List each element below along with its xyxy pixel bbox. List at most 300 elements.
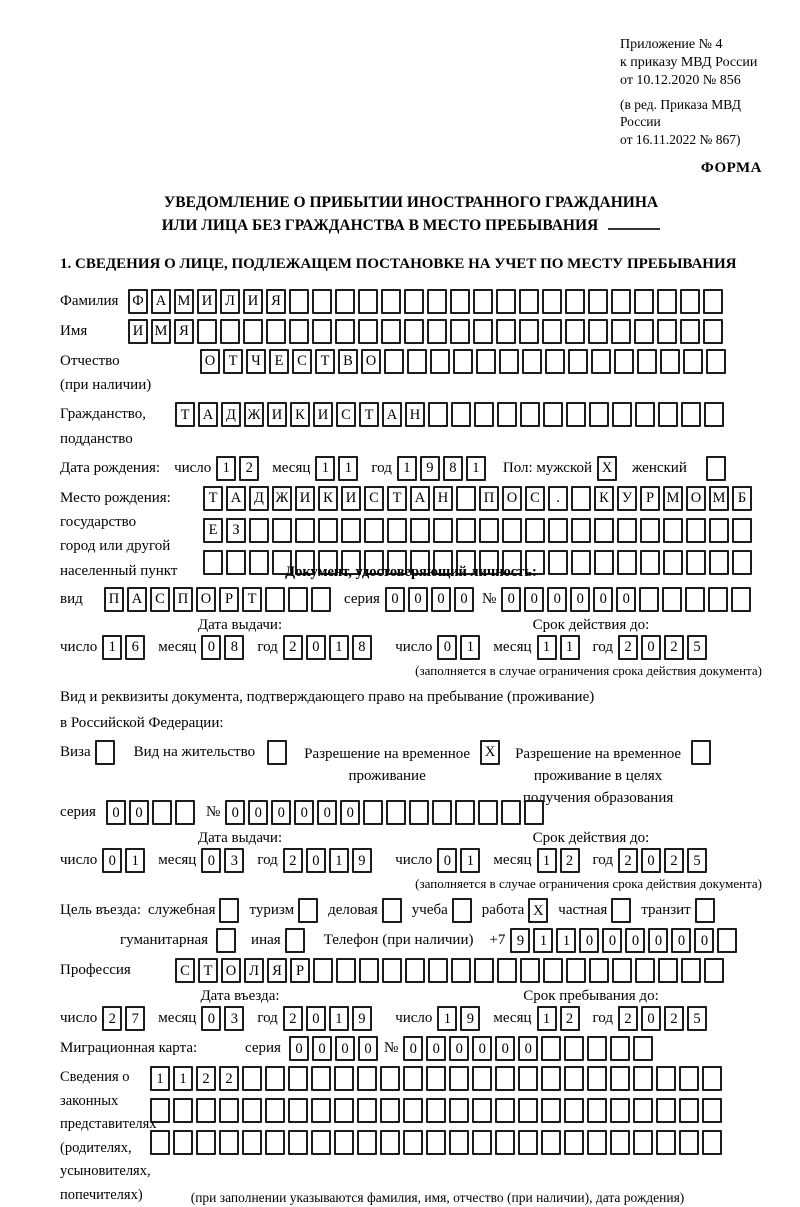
char-cell[interactable] <box>387 518 407 543</box>
char-cell[interactable]: Е <box>269 349 289 374</box>
char-cell[interactable] <box>663 518 683 543</box>
char-cell[interactable] <box>334 1066 354 1091</box>
char-cell[interactable]: 0 <box>225 800 245 825</box>
char-cell[interactable] <box>731 587 751 612</box>
char-cell[interactable] <box>311 1130 331 1155</box>
char-cell[interactable] <box>706 349 726 374</box>
char-cell[interactable]: Р <box>290 958 310 983</box>
char-cell[interactable]: 0 <box>671 928 691 953</box>
char-cell[interactable] <box>587 1066 607 1091</box>
char-cell[interactable]: 1 <box>150 1066 170 1091</box>
char-cell[interactable] <box>564 1036 584 1061</box>
char-cell[interactable] <box>472 1066 492 1091</box>
char-cell[interactable]: И <box>197 289 217 314</box>
checkbox-cell[interactable]: X <box>597 456 617 481</box>
char-cell[interactable] <box>660 349 680 374</box>
char-cell[interactable] <box>382 958 402 983</box>
char-cell[interactable] <box>426 1066 446 1091</box>
char-cell[interactable]: 0 <box>306 848 326 873</box>
char-cell[interactable] <box>520 402 540 427</box>
char-cell[interactable]: 9 <box>460 1006 480 1031</box>
char-cell[interactable] <box>633 1130 653 1155</box>
char-cell[interactable]: 1 <box>560 635 580 660</box>
char-cell[interactable] <box>495 1066 515 1091</box>
char-cell[interactable] <box>289 319 309 344</box>
char-cell[interactable] <box>610 1036 630 1061</box>
char-cell[interactable] <box>541 1036 561 1061</box>
char-cell[interactable] <box>242 1098 262 1123</box>
char-cell[interactable]: 1 <box>338 456 358 481</box>
char-cell[interactable] <box>541 1098 561 1123</box>
char-cell[interactable] <box>357 1066 377 1091</box>
char-cell[interactable] <box>656 1130 676 1155</box>
char-cell[interactable] <box>702 1130 722 1155</box>
char-cell[interactable] <box>407 349 427 374</box>
checkbox-cell[interactable] <box>95 740 115 765</box>
char-cell[interactable]: 1 <box>437 1006 457 1031</box>
char-cell[interactable] <box>657 319 677 344</box>
char-cell[interactable] <box>265 1098 285 1123</box>
char-cell[interactable] <box>635 402 655 427</box>
char-cell[interactable]: С <box>525 486 545 511</box>
checkbox-cell[interactable] <box>267 740 287 765</box>
char-cell[interactable] <box>680 319 700 344</box>
char-cell[interactable] <box>543 402 563 427</box>
char-cell[interactable] <box>732 550 752 575</box>
char-cell[interactable] <box>683 349 703 374</box>
char-cell[interactable]: 0 <box>294 800 314 825</box>
char-cell[interactable] <box>449 1066 469 1091</box>
char-cell[interactable] <box>381 319 401 344</box>
char-cell[interactable] <box>359 958 379 983</box>
char-cell[interactable]: 5 <box>687 848 707 873</box>
char-cell[interactable] <box>478 800 498 825</box>
char-cell[interactable]: 0 <box>431 587 451 612</box>
char-cell[interactable] <box>587 1036 607 1061</box>
char-cell[interactable] <box>686 550 706 575</box>
char-cell[interactable] <box>450 319 470 344</box>
char-cell[interactable] <box>474 402 494 427</box>
char-cell[interactable]: 0 <box>358 1036 378 1061</box>
char-cell[interactable] <box>542 319 562 344</box>
char-cell[interactable] <box>656 1098 676 1123</box>
char-cell[interactable] <box>476 349 496 374</box>
char-cell[interactable] <box>662 587 682 612</box>
char-cell[interactable] <box>318 518 338 543</box>
char-cell[interactable] <box>381 289 401 314</box>
char-cell[interactable] <box>525 518 545 543</box>
char-cell[interactable]: Т <box>359 402 379 427</box>
char-cell[interactable] <box>610 1130 630 1155</box>
char-cell[interactable]: 1 <box>315 456 335 481</box>
char-cell[interactable] <box>455 800 475 825</box>
char-cell[interactable]: 1 <box>329 635 349 660</box>
char-cell[interactable] <box>404 319 424 344</box>
char-cell[interactable]: 1 <box>329 848 349 873</box>
char-cell[interactable] <box>520 958 540 983</box>
char-cell[interactable]: И <box>295 486 315 511</box>
char-cell[interactable]: 1 <box>537 848 557 873</box>
checkbox-cell[interactable] <box>382 898 402 923</box>
char-cell[interactable] <box>175 800 195 825</box>
char-cell[interactable] <box>709 518 729 543</box>
char-cell[interactable] <box>679 1130 699 1155</box>
char-cell[interactable]: 3 <box>224 1006 244 1031</box>
char-cell[interactable] <box>634 289 654 314</box>
char-cell[interactable] <box>594 518 614 543</box>
char-cell[interactable]: А <box>382 402 402 427</box>
char-cell[interactable] <box>426 1098 446 1123</box>
char-cell[interactable] <box>640 550 660 575</box>
char-cell[interactable]: И <box>313 402 333 427</box>
char-cell[interactable]: 2 <box>664 635 684 660</box>
char-cell[interactable]: 1 <box>125 848 145 873</box>
char-cell[interactable]: У <box>617 486 637 511</box>
char-cell[interactable]: Я <box>267 958 287 983</box>
char-cell[interactable]: 0 <box>495 1036 515 1061</box>
char-cell[interactable] <box>334 1130 354 1155</box>
char-cell[interactable]: 5 <box>687 635 707 660</box>
char-cell[interactable] <box>611 289 631 314</box>
char-cell[interactable] <box>150 1098 170 1123</box>
char-cell[interactable]: 0 <box>403 1036 423 1061</box>
char-cell[interactable]: Е <box>203 518 223 543</box>
char-cell[interactable] <box>472 1098 492 1123</box>
char-cell[interactable]: 0 <box>454 587 474 612</box>
char-cell[interactable]: 0 <box>248 800 268 825</box>
checkbox-cell[interactable] <box>611 898 631 923</box>
char-cell[interactable] <box>363 800 383 825</box>
checkbox-cell[interactable] <box>285 928 305 953</box>
char-cell[interactable] <box>380 1130 400 1155</box>
char-cell[interactable] <box>564 1130 584 1155</box>
char-cell[interactable] <box>657 289 677 314</box>
char-cell[interactable]: 0 <box>317 800 337 825</box>
char-cell[interactable] <box>519 319 539 344</box>
char-cell[interactable]: 0 <box>437 848 457 873</box>
char-cell[interactable] <box>311 1098 331 1123</box>
char-cell[interactable]: А <box>226 486 246 511</box>
char-cell[interactable] <box>708 587 728 612</box>
char-cell[interactable]: 0 <box>106 800 126 825</box>
char-cell[interactable] <box>501 800 521 825</box>
char-cell[interactable] <box>295 518 315 543</box>
char-cell[interactable]: 1 <box>329 1006 349 1031</box>
char-cell[interactable] <box>220 319 240 344</box>
char-cell[interactable]: 2 <box>196 1066 216 1091</box>
char-cell[interactable]: С <box>364 486 384 511</box>
char-cell[interactable] <box>680 289 700 314</box>
char-cell[interactable]: 2 <box>664 1006 684 1031</box>
char-cell[interactable] <box>548 550 568 575</box>
char-cell[interactable]: 0 <box>524 587 544 612</box>
char-cell[interactable] <box>594 550 614 575</box>
char-cell[interactable]: 0 <box>694 928 714 953</box>
char-cell[interactable] <box>612 958 632 983</box>
char-cell[interactable] <box>336 958 356 983</box>
char-cell[interactable] <box>568 349 588 374</box>
char-cell[interactable] <box>617 550 637 575</box>
char-cell[interactable]: 0 <box>426 1036 446 1061</box>
char-cell[interactable] <box>312 319 332 344</box>
char-cell[interactable] <box>288 587 308 612</box>
char-cell[interactable] <box>335 319 355 344</box>
char-cell[interactable] <box>519 289 539 314</box>
char-cell[interactable]: 0 <box>408 587 428 612</box>
char-cell[interactable]: М <box>174 289 194 314</box>
char-cell[interactable]: 1 <box>460 848 480 873</box>
char-cell[interactable]: 2 <box>618 848 638 873</box>
char-cell[interactable] <box>288 1130 308 1155</box>
char-cell[interactable] <box>633 1098 653 1123</box>
char-cell[interactable]: Т <box>198 958 218 983</box>
char-cell[interactable] <box>658 958 678 983</box>
char-cell[interactable] <box>449 1098 469 1123</box>
checkbox-cell[interactable] <box>695 898 715 923</box>
char-cell[interactable]: 0 <box>641 1006 661 1031</box>
char-cell[interactable]: 2 <box>664 848 684 873</box>
char-cell[interactable] <box>502 518 522 543</box>
char-cell[interactable]: 8 <box>443 456 463 481</box>
char-cell[interactable]: 1 <box>460 635 480 660</box>
char-cell[interactable] <box>479 518 499 543</box>
char-cell[interactable]: 0 <box>472 1036 492 1061</box>
char-cell[interactable] <box>681 958 701 983</box>
char-cell[interactable]: 0 <box>602 928 622 953</box>
char-cell[interactable] <box>548 518 568 543</box>
char-cell[interactable] <box>522 349 542 374</box>
char-cell[interactable] <box>703 319 723 344</box>
char-cell[interactable] <box>612 402 632 427</box>
char-cell[interactable] <box>633 1036 653 1061</box>
char-cell[interactable] <box>587 1098 607 1123</box>
char-cell[interactable]: А <box>127 587 147 612</box>
char-cell[interactable] <box>311 587 331 612</box>
char-cell[interactable] <box>663 550 683 575</box>
char-cell[interactable]: 0 <box>335 1036 355 1061</box>
char-cell[interactable]: И <box>243 289 263 314</box>
char-cell[interactable]: 0 <box>312 1036 332 1061</box>
char-cell[interactable] <box>614 349 634 374</box>
char-cell[interactable] <box>265 1066 285 1091</box>
char-cell[interactable] <box>566 958 586 983</box>
checkbox-cell[interactable] <box>298 898 318 923</box>
char-cell[interactable]: 0 <box>641 848 661 873</box>
char-cell[interactable]: О <box>502 486 522 511</box>
char-cell[interactable] <box>610 1066 630 1091</box>
char-cell[interactable] <box>702 1066 722 1091</box>
char-cell[interactable] <box>591 349 611 374</box>
char-cell[interactable]: Т <box>315 349 335 374</box>
char-cell[interactable]: 0 <box>306 635 326 660</box>
char-cell[interactable] <box>427 319 447 344</box>
char-cell[interactable]: И <box>128 319 148 344</box>
char-cell[interactable]: О <box>361 349 381 374</box>
char-cell[interactable] <box>243 319 263 344</box>
char-cell[interactable]: С <box>336 402 356 427</box>
char-cell[interactable]: Ж <box>244 402 264 427</box>
char-cell[interactable]: О <box>686 486 706 511</box>
char-cell[interactable] <box>474 958 494 983</box>
checkbox-cell[interactable] <box>216 928 236 953</box>
char-cell[interactable] <box>541 1066 561 1091</box>
char-cell[interactable]: Т <box>387 486 407 511</box>
char-cell[interactable]: И <box>341 486 361 511</box>
char-cell[interactable] <box>634 319 654 344</box>
char-cell[interactable]: К <box>290 402 310 427</box>
char-cell[interactable] <box>518 1098 538 1123</box>
char-cell[interactable] <box>410 518 430 543</box>
char-cell[interactable] <box>426 1130 446 1155</box>
char-cell[interactable] <box>497 958 517 983</box>
char-cell[interactable] <box>288 1098 308 1123</box>
char-cell[interactable] <box>265 1130 285 1155</box>
char-cell[interactable] <box>403 1098 423 1123</box>
char-cell[interactable]: Т <box>175 402 195 427</box>
char-cell[interactable]: 0 <box>648 928 668 953</box>
char-cell[interactable]: А <box>198 402 218 427</box>
char-cell[interactable] <box>685 587 705 612</box>
char-cell[interactable] <box>226 550 246 575</box>
char-cell[interactable]: 2 <box>219 1066 239 1091</box>
char-cell[interactable] <box>704 402 724 427</box>
char-cell[interactable] <box>173 1098 193 1123</box>
char-cell[interactable] <box>249 518 269 543</box>
char-cell[interactable] <box>152 800 172 825</box>
char-cell[interactable]: 1 <box>466 456 486 481</box>
char-cell[interactable]: Д <box>249 486 269 511</box>
char-cell[interactable]: 0 <box>518 1036 538 1061</box>
char-cell[interactable]: 9 <box>352 1006 372 1031</box>
char-cell[interactable]: Н <box>405 402 425 427</box>
char-cell[interactable] <box>249 550 269 575</box>
checkbox-cell[interactable]: X <box>480 740 500 765</box>
char-cell[interactable]: 8 <box>352 635 372 660</box>
char-cell[interactable]: 2 <box>618 635 638 660</box>
char-cell[interactable] <box>611 319 631 344</box>
char-cell[interactable] <box>681 402 701 427</box>
char-cell[interactable]: Ж <box>272 486 292 511</box>
char-cell[interactable] <box>658 402 678 427</box>
char-cell[interactable]: 6 <box>125 635 145 660</box>
char-cell[interactable]: 1 <box>537 1006 557 1031</box>
char-cell[interactable]: М <box>151 319 171 344</box>
checkbox-cell[interactable]: X <box>528 898 548 923</box>
char-cell[interactable] <box>702 1098 722 1123</box>
char-cell[interactable] <box>427 289 447 314</box>
char-cell[interactable] <box>341 518 361 543</box>
char-cell[interactable]: 0 <box>102 848 122 873</box>
char-cell[interactable]: Б <box>732 486 752 511</box>
char-cell[interactable]: 2 <box>283 848 303 873</box>
char-cell[interactable] <box>335 289 355 314</box>
char-cell[interactable] <box>364 518 384 543</box>
char-cell[interactable] <box>430 349 450 374</box>
char-cell[interactable] <box>571 518 591 543</box>
char-cell[interactable]: О <box>221 958 241 983</box>
char-cell[interactable]: С <box>175 958 195 983</box>
char-cell[interactable]: 1 <box>216 456 236 481</box>
char-cell[interactable] <box>405 958 425 983</box>
char-cell[interactable]: 0 <box>593 587 613 612</box>
char-cell[interactable]: 0 <box>547 587 567 612</box>
char-cell[interactable]: 1 <box>556 928 576 953</box>
char-cell[interactable]: В <box>338 349 358 374</box>
char-cell[interactable] <box>313 958 333 983</box>
char-cell[interactable]: М <box>663 486 683 511</box>
char-cell[interactable]: Ф <box>128 289 148 314</box>
char-cell[interactable] <box>173 1130 193 1155</box>
char-cell[interactable] <box>566 402 586 427</box>
char-cell[interactable] <box>639 587 659 612</box>
char-cell[interactable]: Л <box>244 958 264 983</box>
char-cell[interactable] <box>679 1098 699 1123</box>
char-cell[interactable] <box>679 1066 699 1091</box>
char-cell[interactable]: 2 <box>239 456 259 481</box>
char-cell[interactable] <box>203 550 223 575</box>
checkbox-cell[interactable] <box>219 898 239 923</box>
char-cell[interactable] <box>403 1130 423 1155</box>
char-cell[interactable] <box>334 1098 354 1123</box>
char-cell[interactable]: 2 <box>560 848 580 873</box>
char-cell[interactable]: Н <box>433 486 453 511</box>
char-cell[interactable]: 0 <box>289 1036 309 1061</box>
char-cell[interactable] <box>409 800 429 825</box>
char-cell[interactable] <box>495 1130 515 1155</box>
char-cell[interactable] <box>432 800 452 825</box>
char-cell[interactable]: 2 <box>102 1006 122 1031</box>
char-cell[interactable] <box>150 1130 170 1155</box>
char-cell[interactable]: П <box>479 486 499 511</box>
char-cell[interactable]: 2 <box>283 1006 303 1031</box>
char-cell[interactable]: Т <box>242 587 262 612</box>
char-cell[interactable]: К <box>318 486 338 511</box>
char-cell[interactable]: Л <box>220 289 240 314</box>
char-cell[interactable] <box>637 349 657 374</box>
char-cell[interactable]: 3 <box>224 848 244 873</box>
char-cell[interactable] <box>288 1066 308 1091</box>
char-cell[interactable]: Р <box>640 486 660 511</box>
char-cell[interactable] <box>610 1098 630 1123</box>
char-cell[interactable]: Д <box>221 402 241 427</box>
char-cell[interactable]: 0 <box>201 848 221 873</box>
char-cell[interactable]: 1 <box>537 635 557 660</box>
char-cell[interactable] <box>732 518 752 543</box>
char-cell[interactable] <box>197 319 217 344</box>
char-cell[interactable] <box>571 550 591 575</box>
char-cell[interactable] <box>473 289 493 314</box>
char-cell[interactable] <box>196 1098 216 1123</box>
char-cell[interactable] <box>358 319 378 344</box>
char-cell[interactable] <box>587 1130 607 1155</box>
char-cell[interactable]: 0 <box>271 800 291 825</box>
char-cell[interactable] <box>541 1130 561 1155</box>
char-cell[interactable] <box>496 289 516 314</box>
char-cell[interactable]: П <box>104 587 124 612</box>
char-cell[interactable]: Т <box>223 349 243 374</box>
char-cell[interactable] <box>472 1130 492 1155</box>
char-cell[interactable]: А <box>410 486 430 511</box>
char-cell[interactable] <box>265 587 285 612</box>
char-cell[interactable] <box>495 1098 515 1123</box>
char-cell[interactable] <box>266 319 286 344</box>
char-cell[interactable] <box>565 319 585 344</box>
char-cell[interactable] <box>709 550 729 575</box>
char-cell[interactable]: З <box>226 518 246 543</box>
char-cell[interactable] <box>497 402 517 427</box>
char-cell[interactable] <box>311 1066 331 1091</box>
char-cell[interactable] <box>449 1130 469 1155</box>
